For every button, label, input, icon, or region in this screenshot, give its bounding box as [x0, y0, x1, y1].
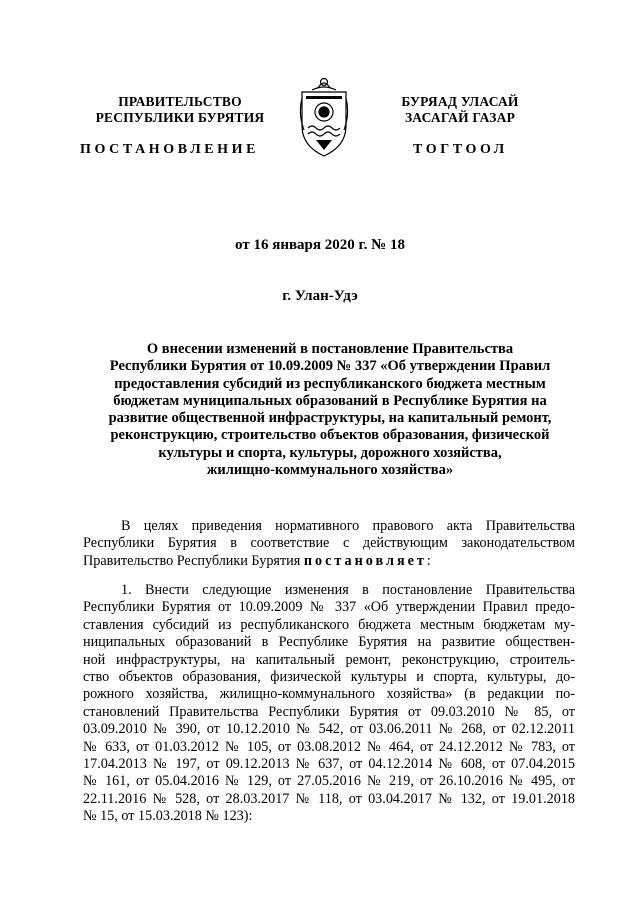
document-title [80, 341, 580, 479]
paragraph-line: ной инфраструктуры, на капитальный ремонт, реконструкцию, строитель- [83, 651, 575, 668]
paragraph-line: 1. Внести следующие изменения в постановление Правительства [121, 582, 575, 598]
title-line: реконструкцию, строительство объектов образования, физической [110, 427, 550, 444]
date-and-number: от 16 января 2020 г. № 18 [235, 237, 405, 253]
issuer-line-1: ПРАВИТЕЛЬСТВО [118, 94, 242, 109]
paragraph-line: рожного хозяйства, жилищно-коммунального хозяйства» (в редакции по- [83, 686, 575, 703]
item-1-paragraph [83, 582, 575, 826]
issuer-line-2: РЕСПУБЛИКИ БУРЯТИЯ [95, 110, 265, 125]
paragraph-line: Республики Бурятия в соответствие с действующим законодательством [83, 535, 575, 552]
title-line: жилищно-коммунального хозяйства» [206, 462, 454, 479]
preamble-paragraph [83, 518, 575, 570]
title-line: бюджетам муниципальных образований в Республике Бурятия на [113, 392, 547, 409]
issuer-buryat-line-1: БУРЯАД УЛАСАЙ [401, 94, 519, 109]
title-line: развитие общественной инфраструктуры, на капитальный ремонт, [108, 410, 552, 427]
paragraph-line: № 15, от 15.03.2018 № 123): [83, 808, 253, 825]
issuer-name-buryat [360, 94, 560, 126]
doc-type-russian: ПОСТАНОВЛЕНИЕ [80, 142, 260, 157]
paragraph-line: № 161, от 05.04.2016 № 129, от 27.05.2016 № 219, от 26.10.2016 № 495, от [83, 773, 575, 790]
paragraph-line: ставления субсидий из республиканского бюджета местным бюджетам му- [83, 616, 575, 633]
paragraph-line: В целях приведения нормативного правового акта Правительства [121, 518, 575, 534]
preamble-suffix: : [426, 552, 431, 569]
paragraph-line: 17.04.2013 № 197, от 09.12.2013 № 637, от 04.12.2014 № 608, от 07.04.2015 [83, 756, 575, 773]
paragraph-line: Республики Бурятия от 10.09.2009 № 337 «Об утверждении Правил предо- [83, 599, 575, 616]
title-line: Республики Бурятия от 10.09.2009 № 337 «Об утверждении Правил [109, 358, 551, 375]
issuer-buryat-line-2: ЗАСАГАЙ ГАЗАР [404, 110, 516, 125]
city: г. Улан-Удэ [282, 288, 358, 304]
issuer-name-russian [70, 94, 290, 126]
coat-of-arms-of-buryatia-icon [298, 74, 350, 158]
paragraph-line: становлений Правительства Республики Бурятия от 09.03.2010 № 85, от [83, 703, 575, 720]
paragraph-line [83, 553, 575, 570]
title-line: О внесении изменений в постановление Правительства [146, 341, 514, 357]
preamble-prefix: Правительство Республики Бурятия [83, 552, 304, 569]
paragraph-line: ство объектов образования, физической культуры и спорта, культуры, до- [83, 669, 575, 686]
paragraph-line: ниципальных образований в Республике Бурятия на развитие обществен- [83, 634, 575, 651]
decree-keyword: постановляет [303, 552, 427, 569]
paragraph-line: 03.09.2010 № 390, от 10.12.2010 № 542, от 03.06.2011 № 268, от 02.12.2011 [83, 721, 575, 738]
title-line: предоставления субсидий из республиканского бюджета местным [114, 375, 546, 392]
paragraph-line: 22.11.2016 № 528, от 28.03.2017 № 118, от 03.04.2017 № 132, от 19.01.2018 [83, 790, 575, 807]
title-line: культуры и спорта, культуры, дорожного хозяйства, [158, 444, 502, 461]
doc-type-buryat: ТОГТООЛ [413, 142, 508, 157]
paragraph-line: № 633, от 01.03.2012 № 105, от 03.08.2012 № 464, от 24.12.2012 № 783, от [83, 738, 575, 755]
